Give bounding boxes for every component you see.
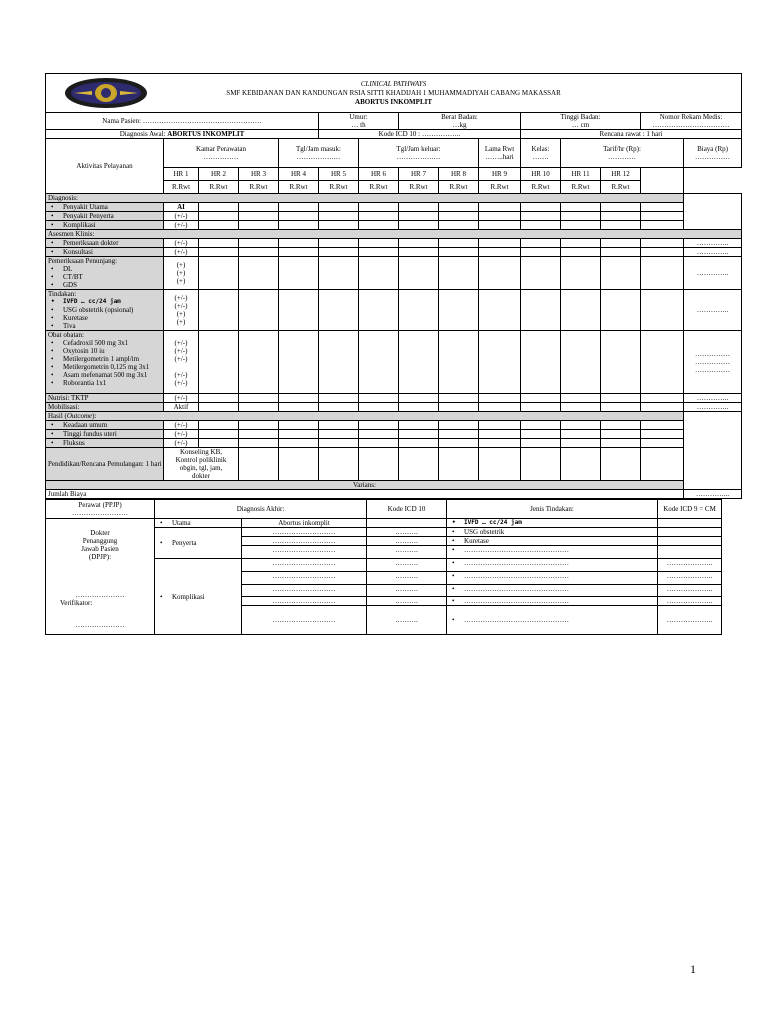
- tgl-keluar-value: …………….…: [396, 153, 441, 161]
- lama-value: ……..hari: [485, 153, 514, 161]
- diagnosis-awal-value: ABORTUS INKOMPLIT: [167, 130, 245, 138]
- tindakan-item: • Kuretase: [48, 314, 161, 322]
- day-header: HR 5: [319, 168, 359, 181]
- hasil-item: • Tinggi fundus uteri: [48, 430, 161, 438]
- nutrisi-biaya[interactable]: …………..: [684, 394, 742, 403]
- jenis-tindakan-field[interactable]: • ………………………………………: [449, 559, 655, 567]
- jenis-tindakan-field[interactable]: • ………………………………………: [449, 597, 655, 605]
- day-header: HR 1: [164, 168, 199, 181]
- page-number: 1: [690, 962, 696, 976]
- hasil-outcome: Outcome: [66, 412, 93, 420]
- rencana-rawat: Rencana rawat : 1 hari: [521, 130, 742, 139]
- komplikasi-value: (+/-): [164, 221, 199, 230]
- aktivitas-header: Aktivitas Pelayanan: [46, 139, 164, 194]
- obat-value: (+/-): [174, 379, 188, 387]
- pemeriksaan-biaya[interactable]: …………..: [684, 239, 742, 248]
- dokter-line: Dokter: [90, 529, 110, 537]
- penunjang-value: (+): [176, 261, 186, 269]
- kamar-label: Kamar Perawatan: [196, 145, 246, 153]
- kamar-value: ……………: [203, 153, 239, 161]
- icd10-field[interactable]: ……….: [367, 606, 447, 635]
- obat-item: • Roborantia 1x1: [48, 379, 161, 387]
- obat-value: (+/-): [174, 347, 188, 355]
- perawat-field[interactable]: [46, 500, 155, 519]
- day-header: HR 12: [601, 168, 641, 181]
- day-header: HR 2: [199, 168, 239, 181]
- diagnosis-awal-label: Diagnosis Awal:: [119, 130, 168, 138]
- biaya-field[interactable]: [684, 139, 742, 168]
- icd10-field[interactable]: ……….: [367, 528, 447, 537]
- tindakan-item: • IVFD … cc/24 jam: [48, 298, 161, 306]
- tgl-masuk-label: Tgl/Jam masuk:: [296, 145, 341, 153]
- form-table: [45, 73, 742, 499]
- lama-rawat-field[interactable]: [479, 139, 521, 168]
- jenis-tindakan-item: • IVFD … cc/24 jam: [449, 519, 655, 527]
- penunjang-item: • GDS: [48, 281, 161, 289]
- hasil-value: (+/-): [164, 421, 199, 430]
- kode-icd10-field[interactable]: Kode ICD 10 : ……………..: [319, 130, 521, 139]
- day-header: HR 6: [359, 168, 399, 181]
- jenis-tindakan-item: • Kuretase: [449, 537, 655, 545]
- mobilisasi-label: Mobilisasi:: [46, 403, 164, 412]
- dokter-line: (DPJP):: [88, 553, 112, 561]
- diag-komplikasi-field[interactable]: ………………………: [242, 597, 367, 606]
- obat-item: • Cefadroxil 500 mg 3x1: [48, 339, 161, 347]
- section-varians: Varians:: [46, 481, 684, 490]
- kelas-value: …….: [532, 153, 549, 161]
- diag-komplikasi-field[interactable]: ………………………: [242, 559, 367, 572]
- jenis-tindakan-header: Jenis Tindakan:: [447, 500, 658, 519]
- icd9-field[interactable]: ………………..: [658, 585, 722, 597]
- tgl-masuk-field[interactable]: [279, 139, 359, 168]
- row-mobilisasi: [46, 403, 742, 412]
- pendidikan-value: Konseling KB,: [180, 448, 222, 456]
- row-tinggi-fundus: [46, 430, 742, 439]
- penyakit-utama-label: • Penyakit Utama: [48, 203, 161, 211]
- section-asesmen: Asesmen Klinis:: [46, 230, 742, 239]
- hospital-logo: [64, 77, 148, 109]
- rwt-header: R.Rwt: [319, 181, 359, 194]
- row-penyakit-utama: [46, 203, 742, 212]
- row-komplikasi: [46, 221, 742, 230]
- row-jumlah-biaya: [46, 490, 742, 499]
- jenis-tindakan-field[interactable]: • ………………………………………: [449, 585, 655, 593]
- diag-komplikasi-label: • Komplikasi: [157, 593, 239, 601]
- pendidikan-value: dokter: [192, 472, 210, 480]
- rwt-header: R.Rwt: [561, 181, 601, 194]
- footer-table: [45, 499, 722, 635]
- day-header: HR 10: [521, 168, 561, 181]
- hasil-item: • Keadaan umum: [48, 421, 161, 429]
- konsultasi-value: (+/-): [164, 248, 199, 257]
- rwt-header: R.Rwt: [199, 181, 239, 194]
- rwt-header: R.Rwt: [164, 181, 199, 194]
- diag-komplikasi-field[interactable]: ………………………: [242, 606, 367, 635]
- penunjang-item: • CT/BT: [48, 273, 161, 281]
- tindakan-item: • Tiva: [48, 322, 161, 330]
- day-header: HR 11: [561, 168, 601, 181]
- tinggi-field[interactable]: [521, 113, 641, 130]
- obat-value: [166, 363, 196, 371]
- section-diagnosis: Diagnosis:: [46, 194, 684, 203]
- section-hasil: [46, 412, 684, 421]
- penunjang-value: (+): [176, 277, 186, 285]
- row-pendidikan: [46, 448, 742, 481]
- diag-penyerta-field[interactable]: ………………………: [242, 528, 367, 537]
- icd9-field[interactable]: ………………..: [658, 572, 722, 585]
- day-header: HR 9: [479, 168, 521, 181]
- hasil-item: • Fluksus: [48, 439, 161, 447]
- row-obat: [46, 331, 742, 394]
- rwt-header: R.Rwt: [601, 181, 641, 194]
- tindakan-label: Tindakan:: [48, 290, 77, 298]
- title-line-1: CLINICAL PATHWAYS: [360, 80, 427, 88]
- obat-item: • Metilergometrin 1 ampl/im: [48, 355, 161, 363]
- obat-item: • Oxytosin 10 iu: [48, 347, 161, 355]
- biaya-blank: [684, 194, 742, 230]
- berat-label: Berat Badan:: [441, 113, 478, 121]
- obat-item: • Metilergometrin 0,125 mg 3x1: [48, 363, 161, 371]
- tindakan-value: (+/-): [174, 294, 188, 302]
- obat-biaya[interactable]: [684, 331, 742, 394]
- title-line-2: SMF KEBIDANAN DAN KANDUNGAN RSIA SITTI KHADIJAH 1 MUHAMMADIYAH CABANG MAKASSAR: [226, 89, 561, 97]
- rwt-header: R.Rwt: [399, 181, 439, 194]
- jenis-tindakan-item: • USG obstetrik: [449, 528, 655, 536]
- tgl-keluar-field[interactable]: [359, 139, 479, 168]
- pendidikan-value: obgin, tgl, jam,: [179, 464, 223, 472]
- perawat-label: Perawat (PPJP): [78, 501, 122, 509]
- biaya-header-blank: [641, 168, 684, 194]
- row-penyakit-penyerta: [46, 212, 742, 221]
- tindakan-item: • USG obstetrik (opsional): [48, 306, 161, 314]
- icd10-field[interactable]: ……….: [367, 537, 447, 546]
- tarif-field[interactable]: [561, 139, 684, 168]
- obat-biaya-line: ……………: [695, 358, 731, 366]
- row-fluksus: [46, 439, 742, 448]
- rwt-header: R.Rwt: [359, 181, 399, 194]
- row-penunjang: [46, 257, 742, 290]
- kode-icd10-header: Kode ICD 10: [367, 500, 447, 519]
- obat-biaya-line: ……………: [695, 350, 731, 358]
- pendidikan-value: Kontrol poliklinik: [175, 456, 227, 464]
- row-nutrisi: [46, 394, 742, 403]
- umur-label: Umur:: [349, 113, 368, 121]
- icd9-field[interactable]: ………………..: [658, 559, 722, 572]
- perawat-value: ……………………: [72, 509, 128, 517]
- rwt-header: R.Rwt: [279, 181, 319, 194]
- day-header: HR 4: [279, 168, 319, 181]
- rwt-header: R.Rwt: [521, 181, 561, 194]
- pendidikan-label: Pendidikan/Rencana Pemulangan: 1 hari: [46, 448, 164, 481]
- day-header: HR 3: [239, 168, 279, 181]
- row-pemeriksaan: [46, 239, 742, 248]
- obat-value: (+/-): [174, 355, 188, 363]
- konsultasi-label: • Konsultasi: [48, 248, 161, 256]
- diag-utama-value: Abortus inkomplit: [242, 519, 367, 528]
- tindakan-value: (+/-): [174, 302, 188, 310]
- day-header: HR 7: [399, 168, 439, 181]
- nutrisi-label: Nutrisi: TKTP: [46, 394, 164, 403]
- rwt-header: R.Rwt: [239, 181, 279, 194]
- jenis-tindakan-field[interactable]: • ………………………………………: [449, 546, 655, 554]
- verifikator-label: Verifikator:: [60, 599, 93, 607]
- row-keadaan-umum: [46, 421, 742, 430]
- rm-label: Nomor Rekam Medis:: [659, 113, 723, 121]
- konsultasi-biaya[interactable]: …………..: [684, 248, 742, 257]
- dokter-signature-line: …………………: [75, 591, 125, 599]
- hasil-value: (+/-): [164, 439, 199, 448]
- rm-value: ……………………………: [652, 121, 730, 129]
- icd10-field[interactable]: ……….: [367, 559, 447, 572]
- tindakan-biaya[interactable]: …………..: [684, 290, 742, 331]
- penyakit-utama-value: AI: [164, 203, 199, 212]
- diag-komplikasi-field[interactable]: ………………………: [242, 585, 367, 597]
- nutrisi-value: (+/-): [164, 394, 199, 403]
- jenis-tindakan-field[interactable]: • ………………………………………: [449, 616, 655, 624]
- nama-pasien-field[interactable]: Nama Pasien: ……………………………………………: [46, 113, 319, 130]
- obat-item: • Asam mefenamat 500 mg 3x1: [48, 371, 161, 379]
- obat-label: Obat obatan:: [48, 331, 84, 339]
- tgl-masuk-value: …………….…: [296, 153, 341, 161]
- umur-field[interactable]: [319, 113, 399, 130]
- kamar-field[interactable]: [164, 139, 279, 168]
- berat-field[interactable]: [399, 113, 521, 130]
- diag-komplikasi-field[interactable]: ………………………: [242, 572, 367, 585]
- lama-label: Lama Rwt: [484, 145, 515, 153]
- penunjang-label: Pemeriksaan Penunjang:: [48, 257, 118, 265]
- clinical-pathway-form: [45, 73, 731, 635]
- mobilisasi-biaya[interactable]: …………..: [684, 403, 742, 412]
- tindakan-value: (+): [176, 318, 186, 326]
- tgl-keluar-label: Tgl/Jam keluar:: [396, 145, 441, 153]
- diag-penyerta-field[interactable]: ………………………: [242, 546, 367, 559]
- row-konsultasi: [46, 248, 742, 257]
- tindakan-value: (+): [176, 310, 186, 318]
- jenis-tindakan-field[interactable]: • ………………………………………: [449, 572, 655, 580]
- row-tindakan: [46, 290, 742, 331]
- dokter-line: Jawab Pasien: [81, 545, 119, 553]
- kelas-field[interactable]: [521, 139, 561, 168]
- kode-icd9-header: Kode ICD 9 = CM: [658, 500, 722, 519]
- icd9-field[interactable]: ………………..: [658, 606, 722, 635]
- penunjang-biaya[interactable]: …………..: [684, 257, 742, 290]
- penyakit-penyerta-label: • Penyakit Penyerta: [48, 212, 161, 220]
- icd9-field[interactable]: ………………..: [658, 597, 722, 606]
- penunjang-value: (+): [176, 269, 186, 277]
- pemeriksaan-value: (+/-): [164, 239, 199, 248]
- jumlah-biaya-value[interactable]: …………...: [684, 490, 742, 499]
- tarif-label: Tarif/hr (Rp):: [603, 145, 641, 153]
- dokter-line: Penanggung: [82, 537, 118, 545]
- diag-penyerta-field[interactable]: ………………………: [242, 537, 367, 546]
- diag-penyerta-label: • Penyerta: [157, 539, 239, 547]
- penyakit-penyerta-value: (+/-): [164, 212, 199, 221]
- penunjang-item: • DL: [48, 265, 161, 273]
- jumlah-biaya-label: Jumlah Biaya: [46, 490, 684, 499]
- mobilisasi-value: Aktif: [164, 403, 199, 412]
- tinggi-value: … cm: [571, 121, 590, 129]
- tarif-value: …………: [608, 153, 636, 161]
- hasil-label: Hasil (: [48, 412, 67, 420]
- icd10-field[interactable]: ……….: [367, 585, 447, 597]
- biaya-blank: [684, 412, 742, 490]
- rwt-header: R.Rwt: [479, 181, 521, 194]
- biaya-label: Biaya (Rp): [697, 145, 728, 153]
- biaya-value: ……………: [695, 153, 731, 161]
- rekam-medis-field[interactable]: [641, 113, 742, 130]
- obat-value: (+/-): [174, 339, 188, 347]
- kelas-label: Kelas:: [531, 145, 550, 153]
- verifikator-signature-line: …………………: [75, 621, 125, 629]
- rwt-header: R.Rwt: [439, 181, 479, 194]
- diagnosis-akhir-header: Diagnosis Akhir:: [155, 500, 367, 519]
- day-header: HR 8: [439, 168, 479, 181]
- diag-utama-label: • Utama: [157, 519, 239, 527]
- icd10-field[interactable]: ……….: [367, 572, 447, 585]
- dpjp-signature-block[interactable]: [46, 519, 155, 635]
- obat-value: (+/-): [174, 371, 188, 379]
- hasil-end: ):: [92, 412, 97, 420]
- berat-value: …kg: [452, 121, 467, 129]
- umur-value: … th: [351, 121, 366, 129]
- pemeriksaan-label: • Pemeriksaan dokter: [48, 239, 161, 247]
- icd10-field[interactable]: ……….: [367, 597, 447, 606]
- diagnosis-awal: [46, 130, 319, 139]
- icd10-field[interactable]: ……….: [367, 546, 447, 559]
- form-title: [46, 74, 741, 107]
- komplikasi-label: • Komplikasi: [48, 221, 161, 229]
- tinggi-label: Tinggi Badan:: [560, 113, 601, 121]
- obat-biaya-line: ……………: [695, 366, 731, 374]
- title-line-3: ABORTUS INKOMPLIT: [355, 98, 433, 106]
- hasil-value: (+/-): [164, 430, 199, 439]
